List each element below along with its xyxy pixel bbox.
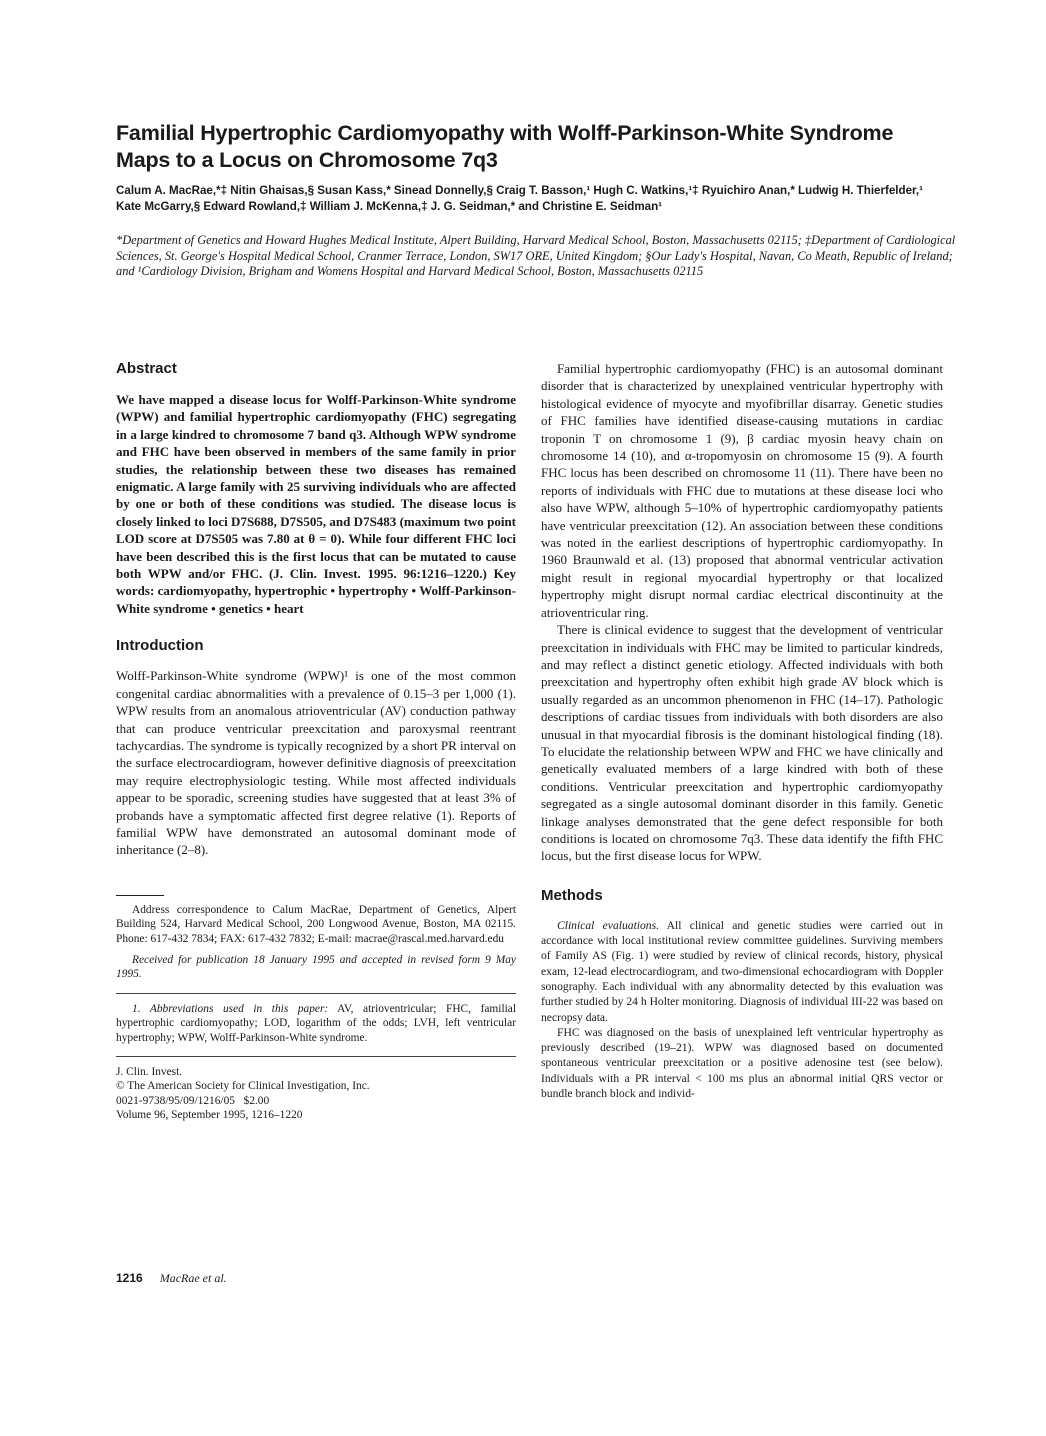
right-column [541, 360, 943, 1101]
affiliations: *Department of Genetics and Howard Hughes Medical Institute, Alpert Building, Harvard Medical School, Boston, Massachusetts 02115; ‡Department of Cardiological Sciences, St. George's Hospital Medical School, Cranmer Terrace, London, SW17 ORE, United Kingdom; §Our Lady's Hospital, Navan, Co Meath, Republic of Ireland; and ¹Cardiology Division, Brigham and Womens Hospital and Harvard Medical School, Boston, Massachusetts 02115 [116, 233, 956, 279]
journal-divider [116, 1056, 516, 1057]
volume-line: Volume 96, September 1995, 1216–1220 [116, 1109, 303, 1122]
footnote-rule [116, 895, 164, 896]
clinical-evaluations-text: All clinical and genetic studies were carried out in accordance with local institutional review committee guidelines. Surviving members of Family AS (Fig. 1) were studied by review of clinical records, history, physical exam, 12-lead electrocardiogram, and two-dimensional echocardiogram with Doppler sonography. Each individual with any abnormality detected by this evaluation was further studied by 24 h Holter monitoring. Diagnosis of individual III-22 was based on necropsy data. [541, 918, 943, 1024]
fhc-paragraph: Familial hypertrophic cardiomyopathy (FHC) is an autosomal dominant disorder that is characterized by unexplained ventricular hypertrophy with histological evidence of myocyte and myofibrillar disarray. Genetic studies of FHC families have identified disease-causing mutations in cardiac troponin T on chromosome 1 (9), β cardiac myosin heavy chain on chromosome 14 (10), and α-tropomyosin on chromosome 15 (9). A fourth FHC locus has been described on chromosome 11 (11). There have been no reports of individuals with FHC due to mutations at these disease loci who also have WPW, although 5–10% of hypertrophic cardiomyopathy patients have ventricular preexcitation (12). An association between these conditions was noted in the earliest descriptions of hypertrophic cardiomyopathy. In 1960 Braunwald et al. (13) proposed that abnormal ventricular activation might result in regional myocardial hypertrophy or that localized hypertrophy might disrupt normal cardiac electrical discontinuity at the atrioventricular ring. [541, 361, 943, 620]
page-number: 1216 [116, 1271, 143, 1285]
journal-name: J. Clin. Invest. [116, 1065, 183, 1078]
article-title: Familial Hypertrophic Cardiomyopathy with Wolff-Parkinson-White Syndrome Maps to a Locus on Chromosome 7q3 [116, 121, 894, 172]
running-head: MacRae et al. [159, 1271, 227, 1285]
correspondence-footnote: Address correspondence to Calum MacRae, Department of Genetics, Alpert Building 524, Harvard Medical School, 200 Longwood Avenue, Boston, MA 02115. Phone: 617-432 7834; FAX: 617-432 7832; E-mail: macrae@rascal.med.harvard.edu [116, 903, 516, 945]
abbreviations-label: 1. Abbreviations used in this paper: [132, 1002, 329, 1015]
received-footnote: Received for publication 18 January 1995 and accepted in revised form 9 May 1995. [116, 953, 516, 981]
evidence-paragraph: There is clinical evidence to suggest that the development of ventricular preexcitation in individuals with FHC may be limited to particular kindreds, and may reflect a distinct genetic etiology. Affected individuals with both preexcitation and hypertrophy often exhibit high grade AV block which is usually regarded as an uncommon phenomenon in FHC (14–17). Pathologic descriptions of cardiac tissues from individuals with both disorders are also unusual in that myocardial fibrosis is the dominant histological finding (18). To elucidate the relationship between WPW and FHC we have clinically and genetically evaluated members of a large kindred with both of these conditions. Ventricular preexcitation and hypertrophic cardiomyopathy segregated as a single autosomal dominant disorder in this family. Genetic linkage analyses demonstrated that the gene defect responsible for both conditions is located on chromosome 7q3. These data identify the fifth FHC locus, but the first disease locus for WPW. [541, 622, 943, 864]
left-column [116, 360, 516, 1123]
abbreviations-text: AV, atrioventricular; FHC, familial hypertrophic cardiomyopathy; LOD, logarithm of the odds; LVH, left ventricular hypertrophy; WPW, Wolff-Parkinson-White syndrome. [116, 1002, 516, 1044]
issn-line: 0021-9738/95/09/1216/05 $2.00 [116, 1094, 270, 1107]
methods-heading: Methods [541, 886, 603, 904]
abstract-text: We have mapped a disease locus for Wolff-Parkinson-White syndrome (WPW) and familial hypertrophic cardiomyopathy (FHC) segregating in a large kindred to chromosome 7 band q3. Although WPW syndrome and FHC have been observed in members of the same family in prior studies, the relationship between these two diseases has remained enigmatic. A large family with 25 surviving individuals who are affected by one or both of these conditions was studied. The disease locus is closely linked to loci D7S688, D7S505, and D7S483 (maximum two point LOD score at D7S505 was 7.80 at θ = 0). While four different FHC loci have been described this is the first locus that can be mutated to cause both WPW and/or FHC. (J. Clin. Invest. 1995. 96:1216–1220.) Key words: cardiomyopathy, hypertrophic • hypertrophy • Wolff-Parkinson-White syndrome • genetics • heart [116, 392, 516, 616]
abbrev-divider [116, 993, 516, 994]
diagnosis-paragraph: FHC was diagnosed on the basis of unexplained left ventricular hypertrophy as previously described (19–21). WPW was diagnosed based on documented spontaneous ventricular preexcitation or a positive adenosine test (see below). Individuals with a PR interval < 100 ms plus an abnormal initial QRS vector or bundle branch block and individ- [541, 1025, 943, 1101]
clinical-evaluations-paragraph [541, 918, 943, 1025]
copyright-line: © The American Society for Clinical Investigation, Inc. [116, 1080, 370, 1093]
introduction-text: Wolff-Parkinson-White syndrome (WPW)¹ is one of the most common congenital cardiac abnormalities with a prevalence of 0.15–3 per 1,000 (1). WPW results from an anomalous atrioventricular (AV) conduction pathway that can produce ventricular preexcitation and paroxysmal reentrant tachycardias. The syndrome is typically recognized by a short PR interval on the surface electrocardiogram, however definitive diagnosis of preexcitation may require electrophysiologic testing. While most affected individuals appear to be sporadic, screening studies have suggested that at least 3% of probands have a symptomatic affected first degree relative (1). Reports of familial WPW have demonstrated an autosomal dominant mode of inheritance (2–8). [116, 668, 516, 858]
introduction-heading: Introduction [116, 637, 204, 655]
page-footer [116, 1271, 227, 1286]
author-list: Calum A. MacRae,*‡ Nitin Ghaisas,§ Susan Kass,* Sinead Donnelly,§ Craig T. Basson,¹ Hugh C. Watkins,¹‡ Ryuichiro Anan,* Ludwig H. Thierfelder,¹ Kate McGarry,§ Edward Rowland,‡ William J. McKenna,‡ J. G. Seidman,* and Christine E. Seidman¹ [116, 184, 924, 213]
abbreviations-footnote [116, 1002, 516, 1046]
abstract-heading: Abstract [116, 360, 177, 377]
clinical-evaluations-label: Clinical evaluations. [557, 918, 660, 932]
